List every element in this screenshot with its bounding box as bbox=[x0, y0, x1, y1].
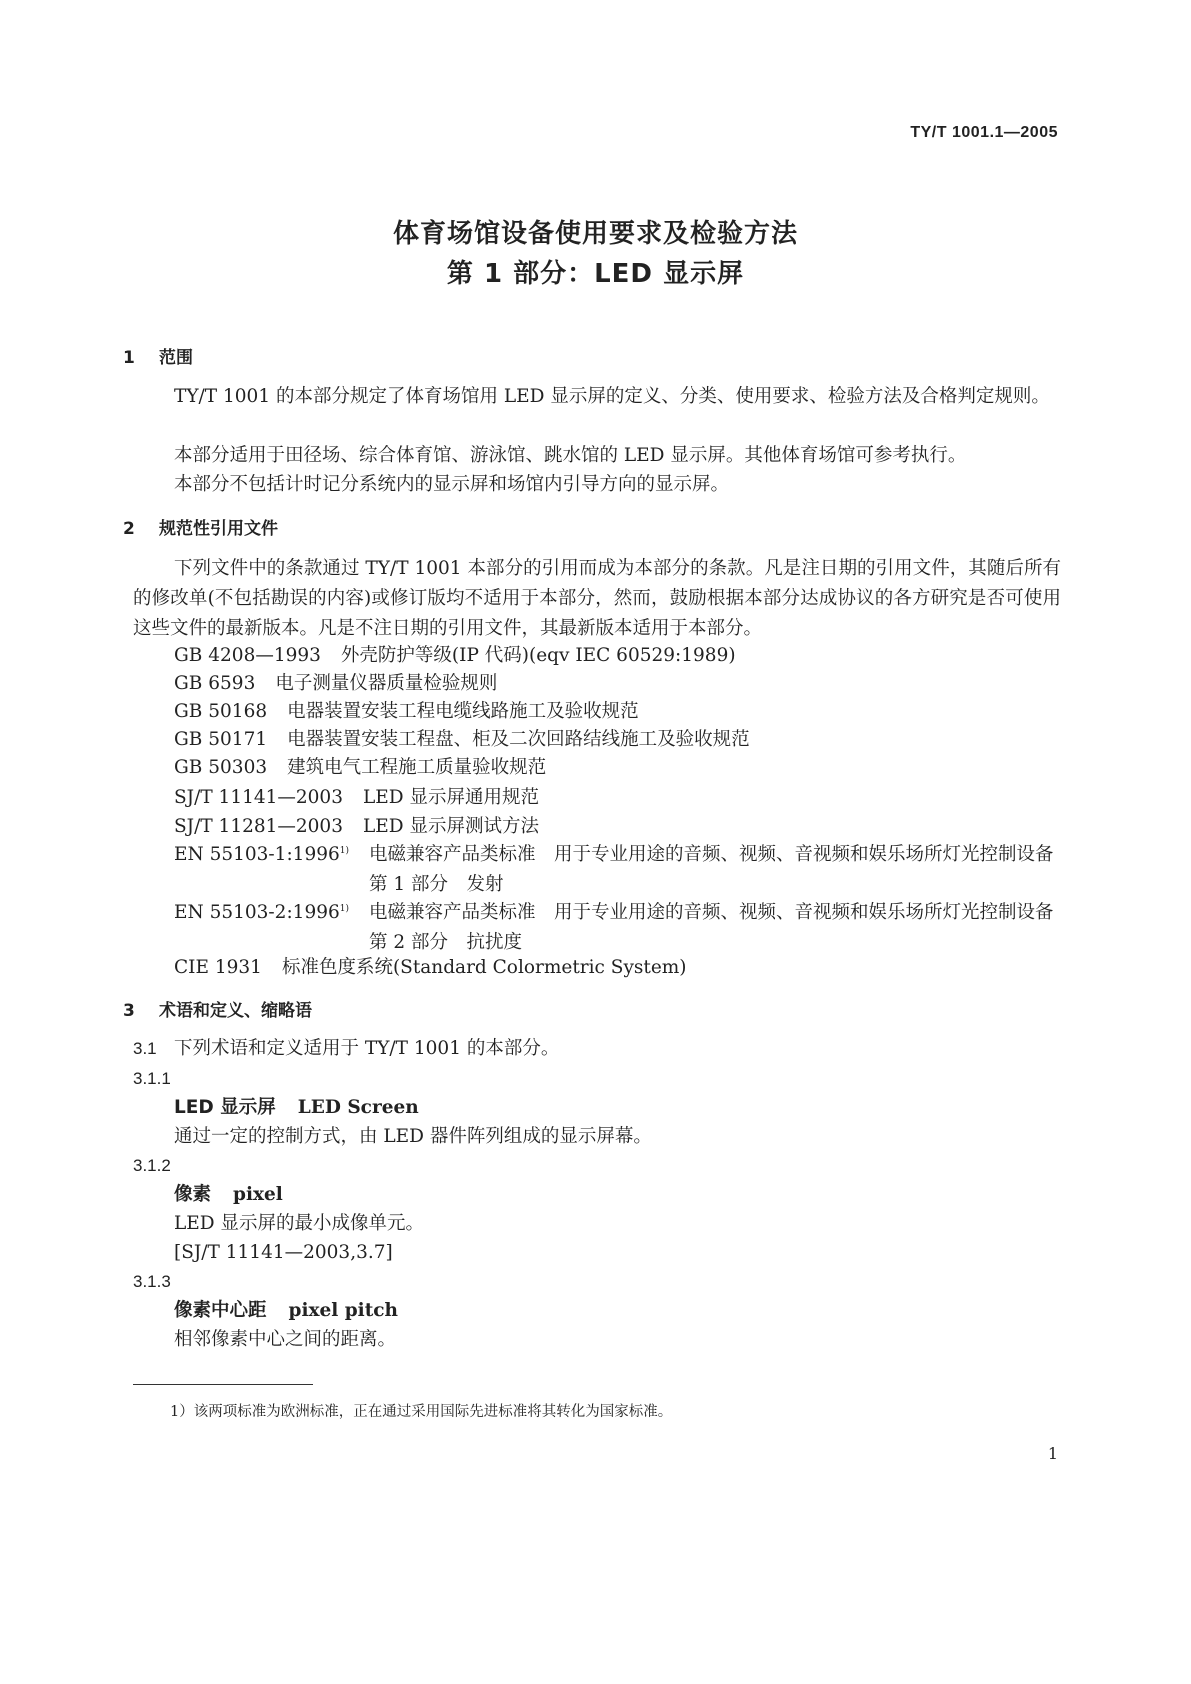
reference-item bbox=[174, 725, 750, 755]
reference-title: 电器装置安装工程电缆线路施工及验收规范 bbox=[287, 701, 639, 722]
section-title: 范围 bbox=[159, 348, 193, 368]
reference-title: 外壳防护等级(IP 代码)(eqv IEC 60529:1989) bbox=[340, 645, 736, 666]
term-name-cn: 像素 bbox=[174, 1184, 212, 1205]
reference-item bbox=[174, 783, 539, 813]
reference-item bbox=[174, 641, 736, 671]
clause-text: 下列术语和定义适用于 TY/T 1001 的本部分。 bbox=[174, 1038, 560, 1059]
reference-code: GB 50171 bbox=[174, 729, 268, 750]
term-source: [SJ/T 11141—2003,3.7] bbox=[174, 1242, 393, 1263]
footnote-separator bbox=[133, 1384, 313, 1385]
reference-title: 电器装置安装工程盘、柜及二次回路结线施工及验收规范 bbox=[287, 729, 750, 750]
section-number: 2 bbox=[123, 519, 135, 539]
term-name bbox=[174, 1296, 398, 1326]
document-title: 体育场馆设备使用要求及检验方法 bbox=[392, 219, 798, 249]
document-code: TY/T 1001.1—2005 bbox=[910, 124, 1058, 141]
reference-item bbox=[174, 840, 1073, 900]
reference-item bbox=[174, 898, 1073, 958]
footnote: 1）该两项标准为欧洲标准，正在通过采用国际先进标准将其转化为国家标准。 bbox=[170, 1404, 673, 1420]
term-number: 3.1.2 bbox=[133, 1156, 171, 1175]
term-name-en: pixel bbox=[233, 1184, 283, 1205]
page-number: 1 bbox=[1047, 1444, 1058, 1463]
section-heading-normative-references bbox=[123, 514, 278, 539]
term-number: 3.1.3 bbox=[133, 1272, 171, 1291]
section-title: 术语和定义、缩略语 bbox=[159, 1001, 312, 1021]
reference-title: 电磁兼容产品类标准 用于专业用途的音频、视频、音视频和娱乐场所灯光控制设备 第 2 部分 抗扰度 bbox=[369, 902, 1073, 953]
reference-item bbox=[174, 812, 539, 842]
reference-code: EN 55103-1:1996$^{1)}$ bbox=[174, 844, 350, 865]
reference-title: 标准色度系统(Standard Colormetric System) bbox=[281, 957, 687, 978]
reference-code: SJ/T 11141—2003 bbox=[174, 787, 343, 808]
reference-title: LED 显示屏测试方法 bbox=[362, 816, 539, 837]
paragraph: 下列文件中的条款通过 TY/T 1001 本部分的引用而成为本部分的条款。凡是注日期的引用文件，其随后所有的修改单(不包括勘误的内容)或修订版均不适用于本部分，然而，鼓励根据本部分达成协议的各方研究是否可使用这些文件的最新版本。凡是不注日期的引用文件，其最新版本适用于本部分。 bbox=[133, 558, 1061, 639]
document-subtitle: 第 1 部分：LED 显示屏 bbox=[446, 259, 745, 289]
section-number: 1 bbox=[123, 348, 135, 368]
paragraph: 本部分不包括计时记分系统内的显示屏和场馆内引导方向的显示屏。 bbox=[174, 474, 730, 495]
term-name-cn: LED 显示屏 bbox=[174, 1097, 276, 1118]
term-name-en: pixel pitch bbox=[288, 1300, 398, 1321]
reference-title: 电磁兼容产品类标准 用于专业用途的音频、视频、音视频和娱乐场所灯光控制设备 第 1 部分 发射 bbox=[369, 844, 1073, 895]
term-number: 3.1.1 bbox=[133, 1069, 171, 1088]
section-heading-terms bbox=[123, 996, 312, 1021]
reference-item bbox=[174, 669, 497, 699]
term-definition: 相邻像素中心之间的距离。 bbox=[174, 1329, 397, 1350]
reference-code: GB 4208—1993 bbox=[174, 645, 321, 666]
term-name bbox=[174, 1093, 419, 1123]
reference-code: GB 6593 bbox=[174, 673, 256, 694]
term-definition: LED 显示屏的最小成像单元。 bbox=[174, 1213, 425, 1234]
reference-title: LED 显示屏通用规范 bbox=[362, 787, 539, 808]
reference-code: SJ/T 11281—2003 bbox=[174, 816, 343, 837]
footnote-marker: 1) bbox=[339, 845, 350, 856]
term-name-cn: 像素中心距 bbox=[174, 1300, 267, 1321]
paragraph: 本部分适用于田径场、综合体育馆、游泳馆、跳水馆的 LED 显示屏。其他体育场馆可参考执行。 bbox=[174, 445, 967, 466]
term-name bbox=[174, 1180, 283, 1210]
clause-number: 3.1 bbox=[133, 1039, 157, 1058]
reference-item bbox=[174, 697, 639, 727]
section-title: 规范性引用文件 bbox=[159, 519, 278, 539]
reference-item bbox=[174, 953, 687, 983]
section-number: 3 bbox=[123, 1001, 135, 1021]
paragraph: TY/T 1001 的本部分规定了体育场馆用 LED 显示屏的定义、分类、使用要求、检验方法及合格判定规则。 bbox=[174, 386, 1050, 407]
reference-code: EN 55103-2:1996$^{1)}$ bbox=[174, 902, 350, 923]
footnote-marker: 1) bbox=[339, 903, 350, 914]
reference-title: 建筑电气工程施工质量验收规范 bbox=[287, 757, 547, 778]
reference-code: GB 50168 bbox=[174, 701, 268, 722]
reference-code: CIE 1931 bbox=[174, 957, 262, 978]
section-heading-scope bbox=[123, 343, 193, 368]
reference-code: GB 50303 bbox=[174, 757, 268, 778]
clause bbox=[133, 1034, 559, 1064]
term-name-en: LED Screen bbox=[297, 1097, 419, 1118]
term-definition: 通过一定的控制方式，由 LED 器件阵列组成的显示屏幕。 bbox=[174, 1126, 652, 1147]
reference-item bbox=[174, 753, 546, 783]
reference-title: 电子测量仪器质量检验规则 bbox=[275, 673, 498, 694]
